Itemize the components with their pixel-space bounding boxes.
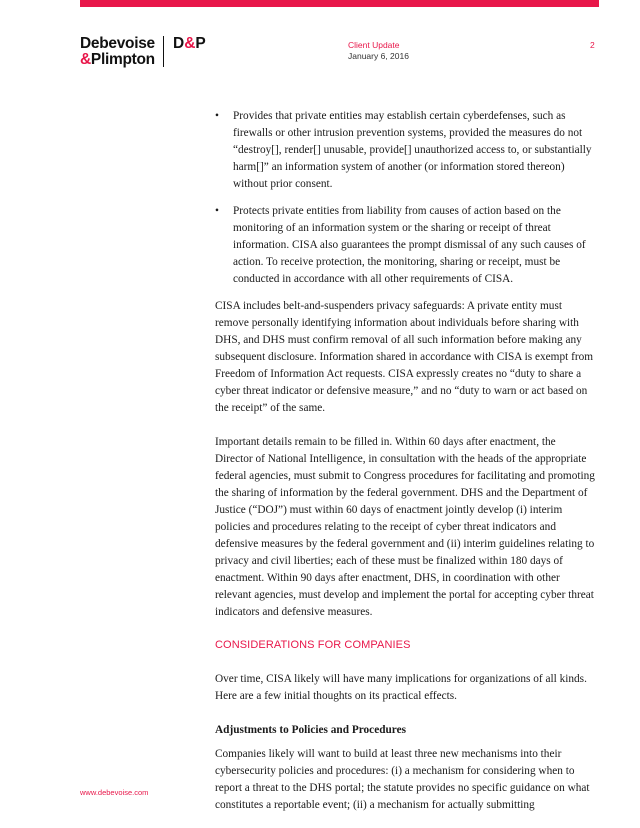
footer-website-link[interactable]: www.debevoise.com: [80, 788, 149, 797]
bullet-item: [215, 108, 595, 193]
paragraph-privacy-safeguards: CISA includes belt-and-suspenders privacy safeguards: A private entity must remove personally identifying information about individuals before sharing with DHS, and DHS must confirm removal of all such information before making any subsequent disclosure. Information shared in accordance with CISA is exempt from Freedom of Information Act requests. CISA expressly creates no “duty to share a cyber threat indicator or defensive measure,” and no “duty to warn or act based on the receipt” of the same.: [215, 300, 594, 414]
bullet-text: Protects private entities from liability from causes of action based on the monitoring of an information system or the sharing or receipt of threat information. CISA also guarantees the prompt dismissal of any such causes of action. To receive protection, the monitoring, sharing or receipt, must be conducted in accordance with all other requirements of CISA.: [233, 205, 586, 285]
logo-line-2: [80, 52, 155, 68]
logo-divider: [163, 36, 164, 67]
document-date: January 6, 2016: [348, 51, 409, 61]
logo-ampersand: &: [80, 51, 91, 68]
firm-logo: [80, 36, 155, 68]
document-body: [215, 108, 595, 814]
bullet-list: [215, 108, 595, 288]
subheading: Adjustments to Policies and Procedures: [215, 724, 406, 736]
logo-monogram-d: D: [173, 35, 185, 52]
logo-monogram-amp: &: [184, 35, 196, 52]
page-number: 2: [590, 40, 595, 50]
bullet-item: [215, 203, 595, 288]
section-heading: CONSIDERATIONS FOR COMPANIES: [215, 639, 411, 651]
logo-line-2-text: Plimpton: [90, 51, 155, 68]
bullet-text: Provides that private entities may establish certain cyberdefenses, such as firewalls or other intrusion prevention systems, provided the measures do not “destroy[], render[] unusable, provide[] unauthorized access to, or substantially harm[]” an information system of another (or information stored thereon) without prior consent.: [233, 110, 592, 190]
document-type-label: Client Update: [348, 40, 400, 50]
bullet-icon: •: [215, 205, 219, 217]
logo-line-1: Debevoise: [80, 35, 155, 52]
paragraph-important-details: Important details remain to be filled in. Within 60 days after enactment, the Director of National Intelligence, in consultation with the heads of the appropriate federal agencies, must submit to Congress procedures for facilitating and promoting the sharing of information by the federal government. DHS and the Department of Justice (“DOJ”) must within 60 days of enactment jointly develop (i) interim policies and procedures relating to the receipt of cyber threat indicators and defensive measures by the federal government and (ii) interim guidelines relating to privacy and civil liberties; each of these must be finalized within 180 days of enactment. Within 90 days after enactment, DHS, in coordination with other relevant agencies, must develop and implement the portal for accepting cyber threat indicators and defensive measures.: [215, 436, 595, 618]
bullet-icon: •: [215, 110, 219, 122]
paragraph-mechanisms: Companies likely will want to build at least three new mechanisms into their cybersecurity policies and procedures: (i) a mechanism for considering when to report a threat to the DHS portal; the statute provides no specific guidance on what constitutes a reportable event; (ii) a mechanism for actually submitting: [215, 748, 590, 811]
logo-monogram-p: P: [195, 35, 206, 52]
logo-monogram: [173, 36, 206, 52]
paragraph-implications: Over time, CISA likely will have many implications for organizations of all kinds. Here are a few initial thoughts on its practical effects.: [215, 673, 587, 702]
top-accent-bar: [80, 0, 599, 7]
